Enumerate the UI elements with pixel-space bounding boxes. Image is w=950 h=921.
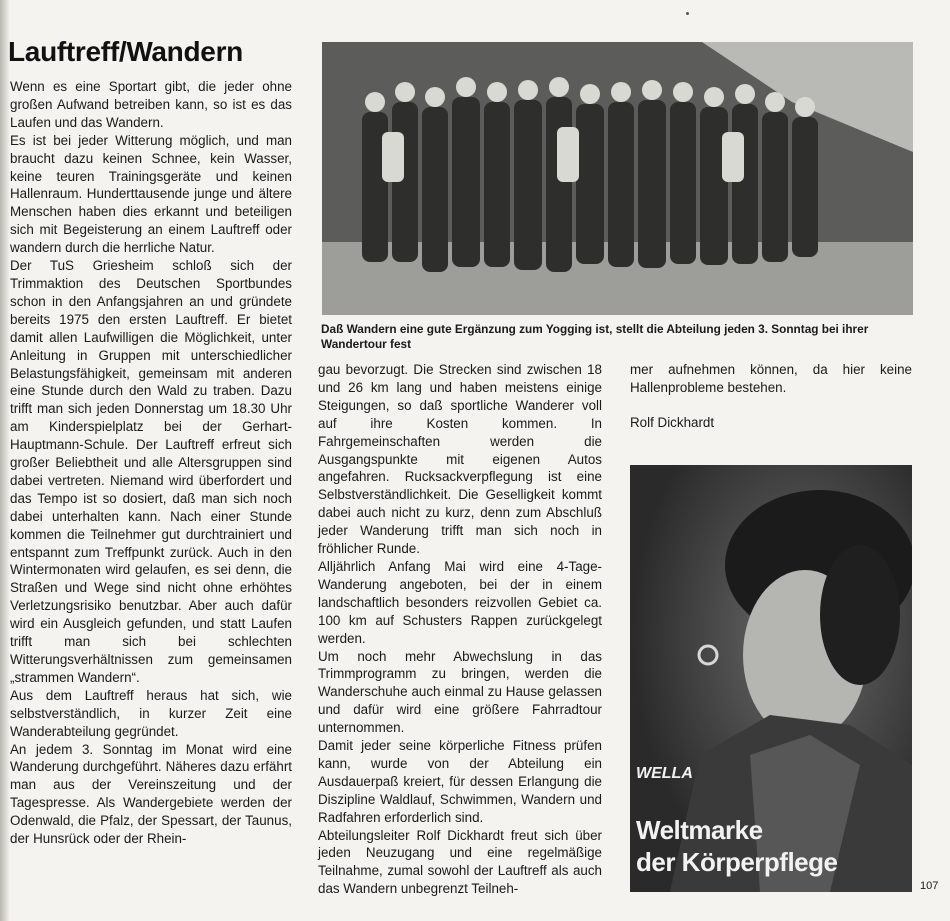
paragraph: gau bevorzugt. Die Strecken sind zwischen 18 und 26 km lang und haben meistens einige Steigungen, so daß sportliche Wanderer voll auf ihre Kosten kommen. In Fahrgemeinschaften werden die Ausgangspunkte mit eigenen Autos angefahren. Rucksackverpflegung ist eine Selbstverständlichkeit. Die Geselligkeit kommt dabei auch nicht zu kurz, denn zum Abschluß jeder Wanderung trifft man sich noch in fröhlicher Runde.	[318, 362, 602, 557]
wella-logo: WELLA	[636, 765, 693, 782]
binding-shadow	[0, 0, 10, 921]
page-title: Lauftreff/Wandern	[8, 36, 243, 67]
text-column-2	[318, 361, 602, 898]
group-photo	[322, 42, 913, 315]
photo-caption: Daß Wandern eine gute Ergänzung zum Yogging ist, stellt die Abteilung jeden 3. Sonntag bei ihrer Wandertour fest	[321, 322, 869, 351]
paragraph: Abteilungsleiter Rolf Dickhardt freut sich über jeden Neuzugang und eine regelmäßige Teilnahme, zumal sowohl der Lauftreff als auch das Wandern unbegrenzt Teilneh-	[318, 827, 602, 897]
text-column-3	[630, 361, 912, 432]
wella-advertisement	[630, 465, 912, 892]
paragraph: Es ist bei jeder Witterung möglich, und man braucht dazu keinen Schnee, kein Wasser, keine teuren Trainingsgeräte und keinen Hallenraum. Hunderttausende junge und ältere Menschen haben dies erkannt und beteiligen sich mit Begeisterung an einem Lauftreff oder wandern durch die herrliche Natur.	[10, 132, 292, 256]
ad-slogan	[636, 814, 838, 878]
page-number: 107	[920, 880, 939, 892]
group-photo-illustration	[322, 42, 913, 315]
paragraph: Um noch mehr Abwechslung in das Trimmprogramm zu bringen, werden die Wanderschuhe auch einmal zu Hause gelassen und dafür wird eine größere Fahrradtour unternommen.	[318, 648, 602, 736]
paragraph: mer aufnehmen können, da hier keine Hallenprobleme bestehen.	[630, 362, 912, 395]
paragraph: An jedem 3. Sonntag im Monat wird eine Wanderung durchgeführt. Näheres dazu erfährt man aus der Vereinszeitung und der Tagespresse. Als Wandergebiete werden der Odenwald, die Pfalz, der Spessart, der Taunus, der Hunsrück oder der Rhein-	[10, 741, 292, 847]
text-column-1	[10, 78, 292, 848]
ad-slogan-line-2: der Körperpflege	[636, 847, 838, 877]
paragraph: Aus dem Lauftreff heraus hat sich, wie selbstverständlich, in kurzer Zeit eine Wanderabteilung gegründet.	[10, 687, 292, 739]
ad-slogan-line-1: Weltmarke	[636, 815, 763, 845]
paragraph: Damit jeder seine körperliche Fitness prüfen kann, wurde von der Abteilung ein Ausdauerpaß kreiert, für dessen Erlangung die Diszipline Waldlauf, Schwimmen, Wandern und Radfahren erforderlich sind.	[318, 738, 602, 825]
paragraph: Alljährlich Anfang Mai wird eine 4-Tage-Wanderung angeboten, bei der in einem landschaftlich besonders reizvollen Gebiet ca. 100 km auf Schusters Rappen zurückgelegt werden.	[318, 558, 602, 646]
speck	[686, 12, 689, 15]
paragraph: Der TuS Griesheim schloß sich der Trimmaktion des Deutschen Sportbundes schon in den Anfangsjahren an und gründete bereits 1975 den ersten Lauftreff. Er bietet damit allen Laufwilligen die Möglichkeit, unter Anleitung in Gruppen mit unterschiedlicher Belastungsfähigkeit, gemeinsam mit anderen eine Stunde durch den Wald zu traben. Dazu trifft man sich jeden Donnerstag um 18.30 Uhr am Kinderspielplatz bei der Gerhart-Hauptmann-Schule. Der Lauftreff erfreut sich großer Beliebtheit und alle Altersgruppen sind dabei vertreten. Niemand wird überfordert und das Tempo ist so dosiert, daß man sich noch dabei unterhalten kann. Nach einer Stunde kommen die Teilnehmer gut durchtrainiert und entspannt zum Treffpunkt zurück. Auch in den Wintermonaten wird gelaufen, es sei denn, die Straßen und Wege sind nicht ohne erhöhtes Verletzungsrisiko benutzbar. Aber auch dafür wird ein Ausgleich gefunden, und statt Laufen trifft man sich bei schlechten Witterungsverhältnissen zum gemeinsamen „strammen Wandern“.	[10, 258, 292, 685]
paragraph: Wenn es eine Sportart gibt, die jeder ohne großen Aufwand betreiben kann, so ist es das Laufen und das Wandern.	[10, 79, 292, 130]
author-signature: Rolf Dickhardt	[630, 414, 715, 430]
